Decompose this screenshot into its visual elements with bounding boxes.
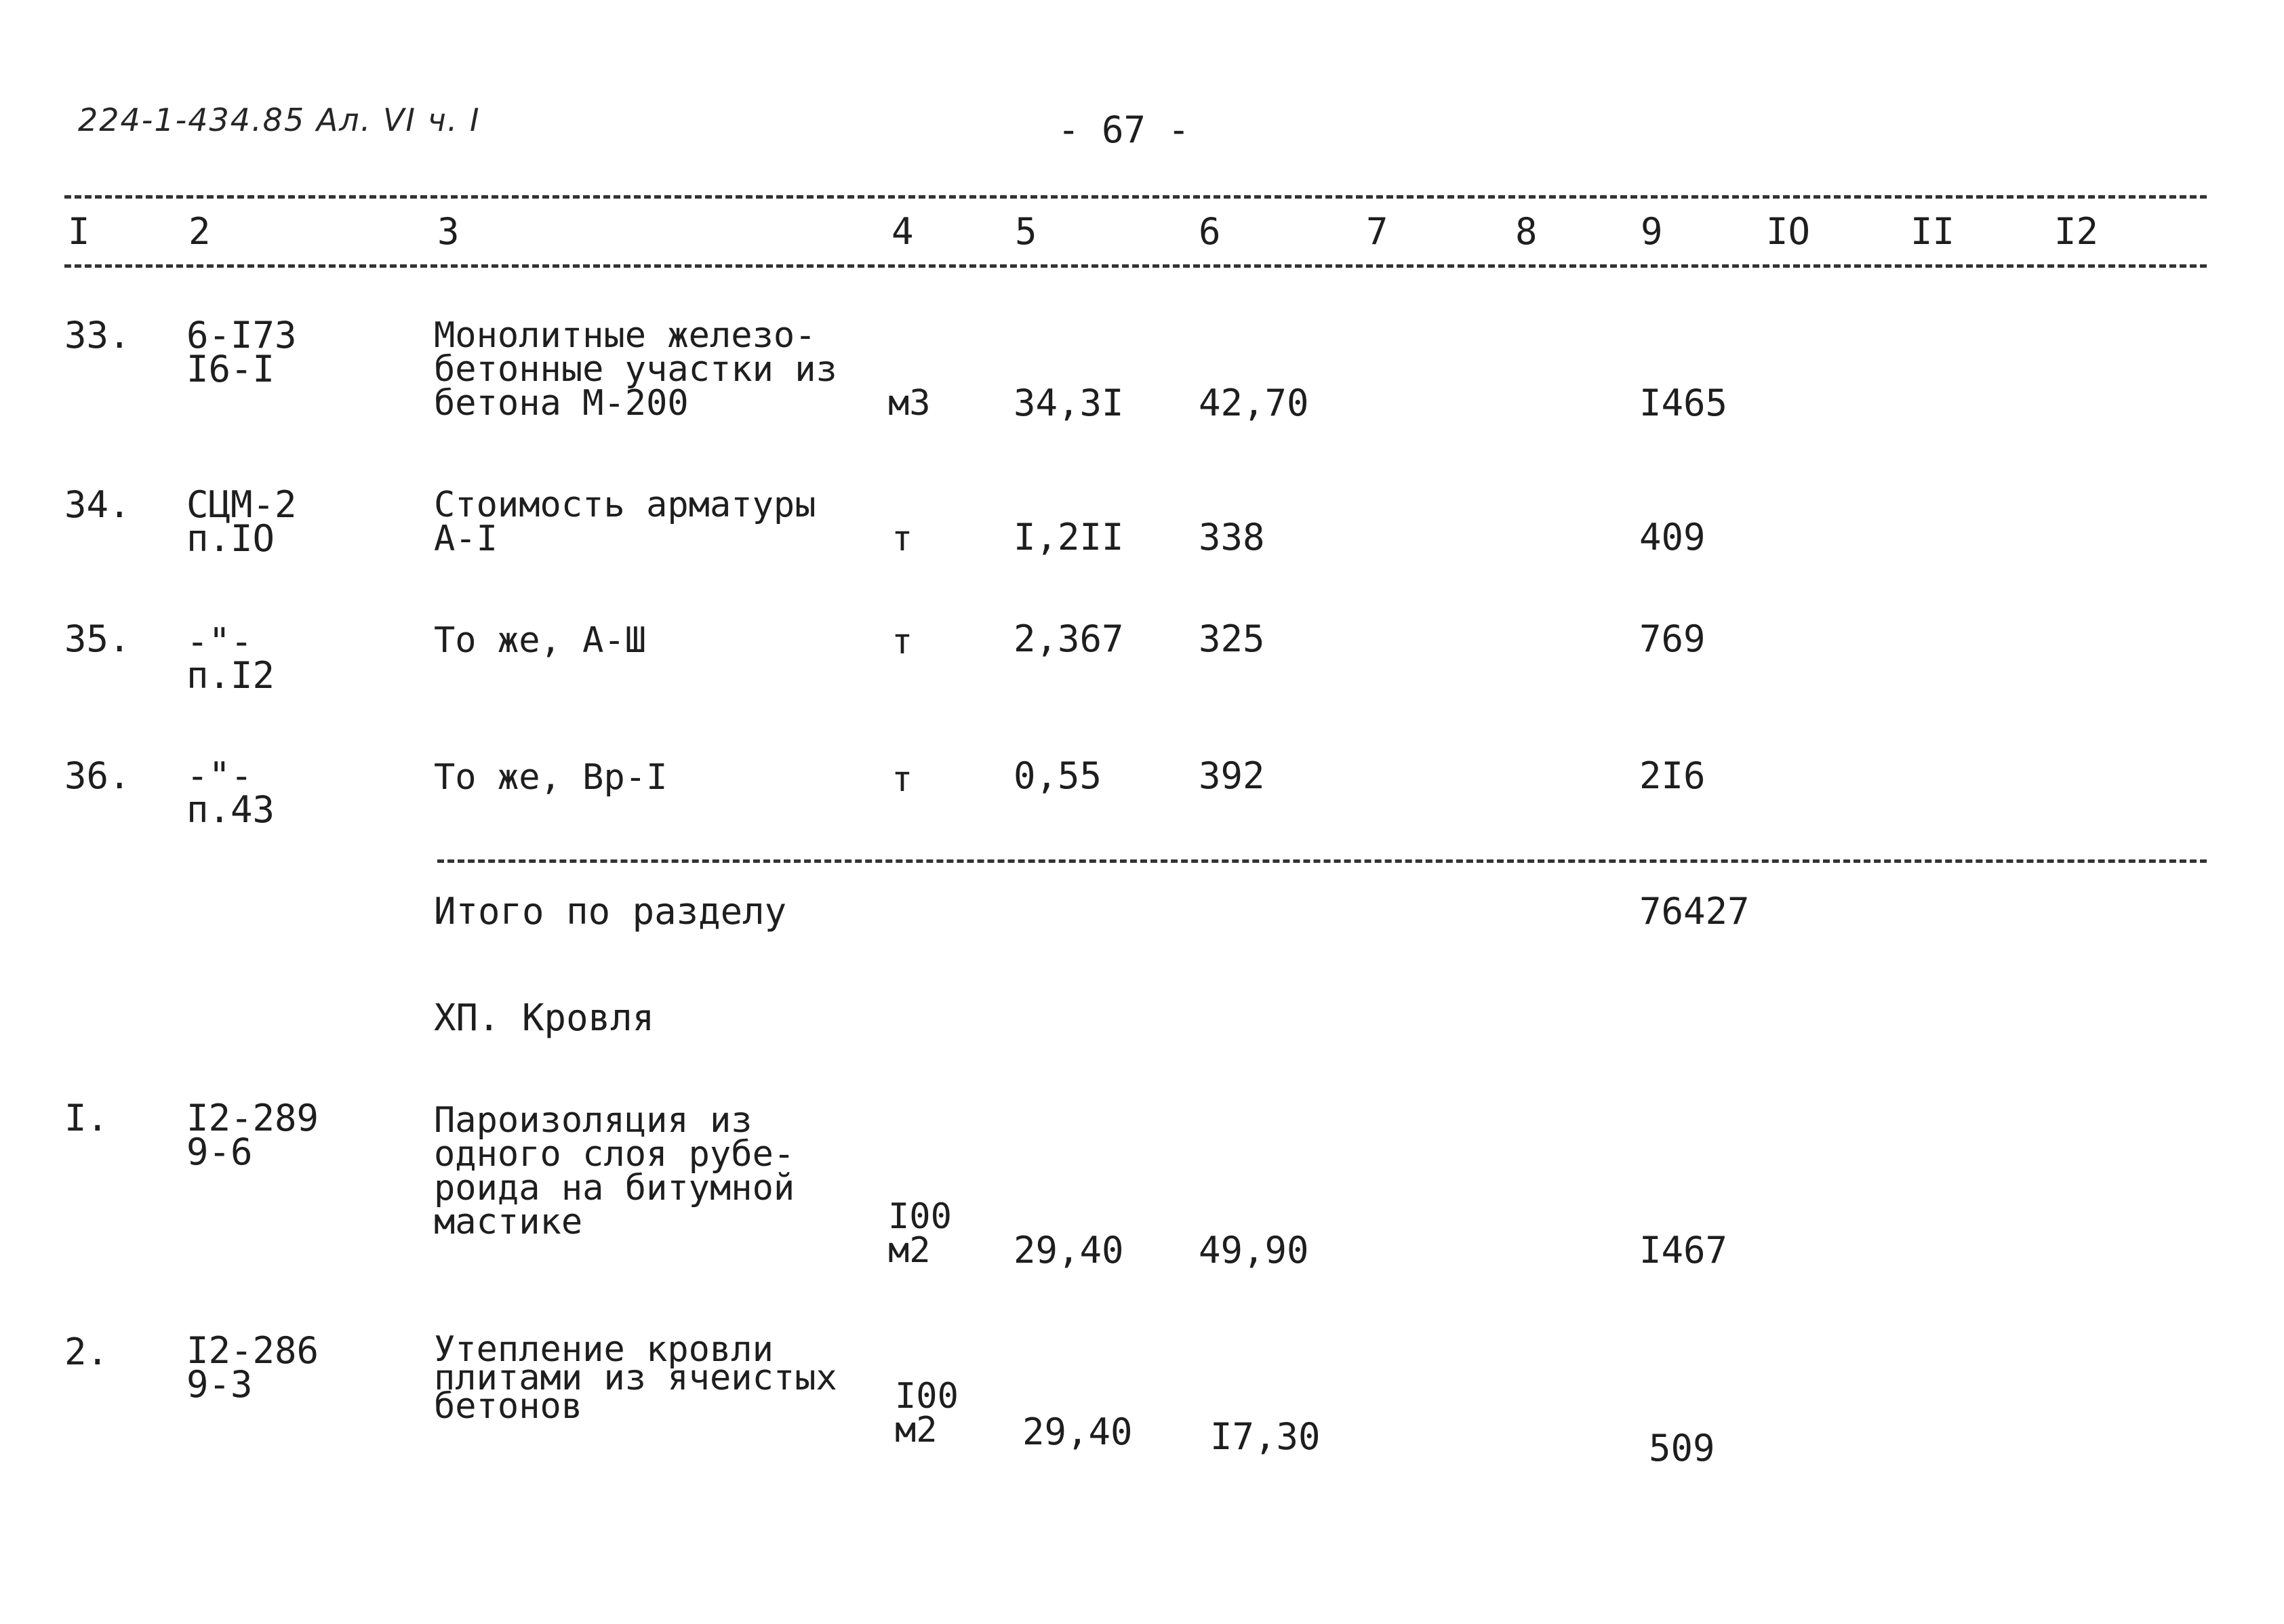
unit-of-measure: I00 м2 bbox=[895, 1376, 959, 1450]
norm-code: -"- п.I2 bbox=[186, 620, 275, 697]
column-header: 4 bbox=[891, 210, 914, 253]
page-number: - 67 - bbox=[1058, 108, 1190, 151]
column-header: IO bbox=[1766, 210, 1811, 253]
quantity: 0,55 bbox=[1014, 754, 1102, 797]
row-number: 2. bbox=[64, 1331, 109, 1373]
row-number: 36. bbox=[64, 754, 131, 797]
work-description: Стоимость арматуры А-I bbox=[434, 485, 816, 559]
column-header: 2 bbox=[188, 210, 211, 253]
total-cost: 769 bbox=[1639, 617, 1706, 660]
unit-price: 325 bbox=[1199, 617, 1265, 660]
unit-of-measure: I00 м2 bbox=[888, 1196, 952, 1271]
section-title: ХП. Кровля bbox=[434, 996, 655, 1039]
norm-code: 6-I73 I6-I bbox=[186, 314, 297, 390]
column-header: 9 bbox=[1641, 210, 1663, 253]
work-description: То же, А-Ш bbox=[434, 620, 647, 661]
unit-of-measure: м3 bbox=[888, 383, 931, 424]
quantity: 2,367 bbox=[1014, 617, 1124, 660]
norm-code: I2-286 9-3 bbox=[186, 1329, 319, 1406]
unit-of-measure: т bbox=[891, 622, 913, 662]
column-header: I2 bbox=[2054, 210, 2099, 253]
unit-price: I7,30 bbox=[1210, 1415, 1321, 1458]
header-bottom-rule bbox=[64, 264, 2207, 268]
column-header: 3 bbox=[437, 210, 460, 253]
norm-code: СЦМ-2 п.IO bbox=[186, 483, 297, 560]
header-top-rule bbox=[64, 195, 2207, 199]
unit-of-measure: т bbox=[891, 519, 913, 559]
column-header: 7 bbox=[1366, 210, 1388, 253]
quantity: 34,3I bbox=[1014, 382, 1124, 424]
unit-price: 42,70 bbox=[1199, 382, 1309, 424]
subtotal-label: Итого по разделу bbox=[434, 890, 787, 933]
subtotal-rule bbox=[437, 859, 2207, 863]
work-description: То же, Вр-I bbox=[434, 757, 668, 798]
work-description: Утепление кровли плитами из ячеистых бетонов bbox=[434, 1329, 837, 1427]
unit-price: 49,90 bbox=[1199, 1229, 1309, 1272]
work-description: Пароизоляция из одного слоя рубе- роида на битумной мастике bbox=[434, 1100, 795, 1242]
row-number: 33. bbox=[64, 314, 131, 357]
unit-price: 392 bbox=[1199, 754, 1265, 797]
document-code: 224-1-434.85 Ал. VI ч. I bbox=[78, 102, 481, 138]
work-description: Монолитные железо- бетонные участки из бетона М-200 bbox=[434, 315, 837, 424]
total-cost: 2I6 bbox=[1639, 754, 1706, 797]
total-cost: 409 bbox=[1639, 516, 1706, 559]
column-header: II bbox=[1910, 210, 1955, 253]
total-cost: I467 bbox=[1639, 1229, 1728, 1272]
row-number: 34. bbox=[64, 483, 131, 526]
unit-price: 338 bbox=[1199, 516, 1265, 559]
column-header: 6 bbox=[1199, 210, 1221, 253]
quantity: 29,40 bbox=[1022, 1410, 1133, 1453]
column-header: 5 bbox=[1015, 210, 1037, 253]
quantity: 29,40 bbox=[1014, 1229, 1124, 1272]
norm-code: I2-289 9-6 bbox=[186, 1097, 319, 1173]
column-header: I bbox=[68, 210, 90, 253]
quantity: I,2II bbox=[1014, 516, 1124, 559]
total-cost: 509 bbox=[1649, 1427, 1715, 1469]
unit-of-measure: т bbox=[891, 759, 913, 800]
row-number: I. bbox=[64, 1097, 109, 1139]
total-cost: I465 bbox=[1639, 382, 1728, 424]
column-header: 8 bbox=[1515, 210, 1538, 253]
row-number: 35. bbox=[64, 617, 131, 660]
norm-code: -"- п.43 bbox=[186, 754, 275, 831]
subtotal-total: 76427 bbox=[1639, 890, 1750, 933]
